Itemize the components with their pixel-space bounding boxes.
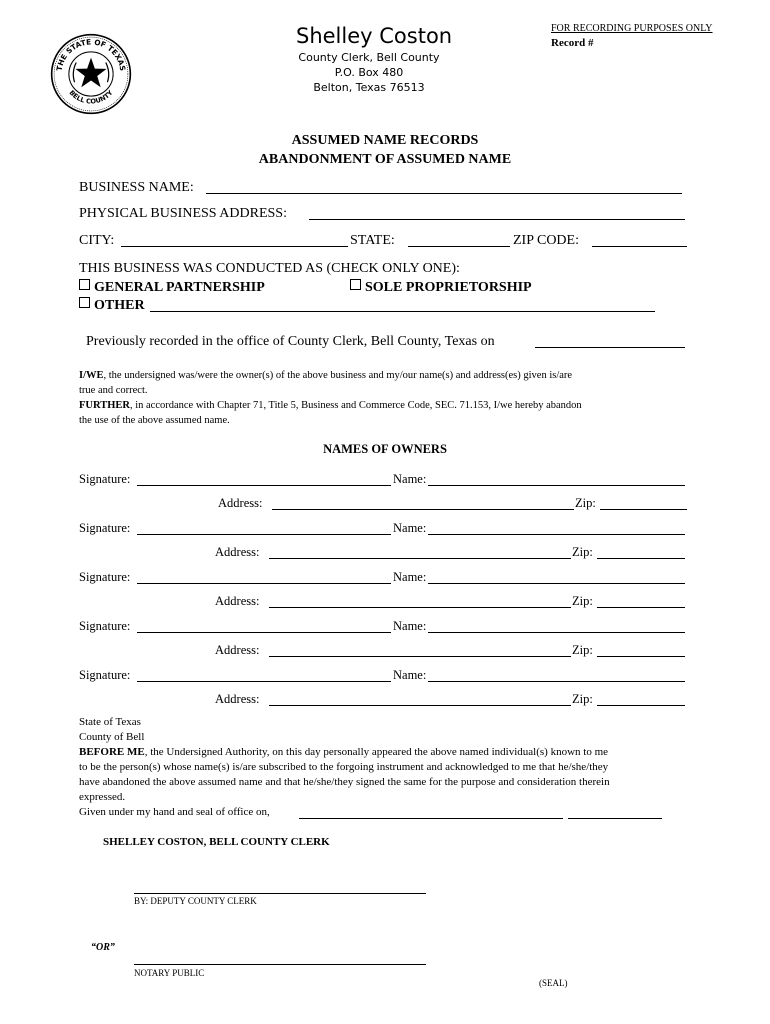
owner-3-name-label: Name:	[393, 570, 427, 584]
iwe-statement	[79, 370, 572, 381]
owner-2-signature-field[interactable]	[137, 534, 391, 535]
owner-3-name-field[interactable]	[428, 583, 685, 584]
owner-3-zip-label: Zip:	[572, 594, 593, 608]
zip-code-label: ZIP CODE:	[513, 233, 579, 248]
sole-proprietorship-option[interactable]	[350, 279, 532, 296]
owner-1-name-field[interactable]	[428, 485, 685, 486]
deputy-clerk-label: BY: DEPUTY COUNTY CLERK	[134, 896, 257, 906]
owner-1-name-label: Name:	[393, 472, 427, 486]
seal-bottom-text: BELL COUNTY	[67, 88, 115, 106]
owner-4-name-field[interactable]	[428, 632, 685, 633]
ack-line-2: to be the person(s) whose name(s) is/are subscribed to the forgoing instrument and acknowledged to me that he/she/they	[79, 761, 609, 773]
record-number-label: Record #	[551, 37, 594, 49]
ack-state: State of Texas	[79, 716, 141, 728]
owner-5-name-label: Name:	[393, 668, 427, 682]
sole-proprietorship-checkbox[interactable]	[350, 279, 361, 290]
owner-5-signature-label: Signature:	[79, 668, 131, 682]
owners-heading: NAMES OF OWNERS	[323, 442, 447, 456]
form-title: ASSUMED NAME RECORDS	[291, 133, 479, 148]
ack-before-rest: , the Undersigned Authority, on this day personally appeared the above named individual(s) known to me	[144, 746, 609, 758]
owner-4-signature-field[interactable]	[137, 632, 391, 633]
county-seal-logo	[50, 33, 132, 115]
sole-proprietorship-label: SOLE PROPRIETORSHIP	[365, 280, 532, 295]
further-statement	[79, 400, 582, 411]
owner-2-zip-label: Zip:	[572, 545, 593, 559]
owner-2-name-label: Name:	[393, 521, 427, 535]
general-partnership-checkbox[interactable]	[79, 279, 90, 290]
owner-4-address-field[interactable]	[269, 656, 571, 657]
owner-3-address-label: Address:	[215, 594, 260, 608]
recording-purposes-label: FOR RECORDING PURPOSES ONLY	[551, 23, 713, 34]
clerk-name: Shelley Coston	[296, 24, 453, 48]
other-option[interactable]	[79, 297, 145, 314]
owner-4-zip-label: Zip:	[572, 643, 593, 657]
seal-top-text: THE STATE OF TEXAS	[54, 37, 128, 72]
clerk-po-box: P.O. Box 480	[334, 66, 404, 79]
owner-3-zip-field[interactable]	[597, 607, 685, 608]
owner-5-signature-field[interactable]	[137, 681, 391, 682]
owner-1-signature-field[interactable]	[137, 485, 391, 486]
ack-before-me	[79, 746, 608, 758]
owner-4-name-label: Name:	[393, 619, 427, 633]
owner-5-name-field[interactable]	[428, 681, 685, 682]
other-field[interactable]	[150, 311, 655, 312]
ack-county: County of Bell	[79, 731, 145, 743]
business-name-label: BUSINESS NAME:	[79, 180, 194, 195]
owner-2-name-field[interactable]	[428, 534, 685, 535]
further-bold: FURTHER	[79, 400, 130, 411]
physical-address-field[interactable]	[309, 219, 685, 220]
previously-recorded-text: Previously recorded in the office of County Clerk, Bell County, Texas on	[86, 334, 495, 349]
other-checkbox[interactable]	[79, 297, 90, 308]
general-partnership-label: GENERAL PARTNERSHIP	[94, 280, 265, 295]
other-label: OTHER	[94, 298, 145, 313]
owner-2-signature-label: Signature:	[79, 521, 131, 535]
further-statement-line2: the use of the above assumed name.	[79, 415, 230, 426]
ack-date-field[interactable]	[299, 818, 563, 819]
ack-before-bold: BEFORE ME	[79, 746, 145, 758]
owner-3-signature-label: Signature:	[79, 570, 131, 584]
owner-5-zip-field[interactable]	[597, 705, 685, 706]
clerk-city-line: Belton, Texas 76513	[313, 81, 425, 94]
city-label: CITY:	[79, 233, 115, 248]
state-label: STATE:	[350, 233, 395, 248]
physical-address-label: PHYSICAL BUSINESS ADDRESS:	[79, 206, 287, 221]
clerk-signature-name: SHELLEY COSTON, BELL COUNTY CLERK	[103, 836, 330, 848]
owner-4-zip-field[interactable]	[597, 656, 685, 657]
state-field[interactable]	[408, 246, 510, 247]
owner-2-address-field[interactable]	[269, 558, 571, 559]
owner-1-zip-label: Zip:	[575, 496, 596, 510]
iwe-statement-line2: true and correct.	[79, 385, 148, 396]
owner-5-zip-label: Zip:	[572, 692, 593, 706]
or-label: “OR”	[91, 942, 115, 953]
conducted-as-prompt: THIS BUSINESS WAS CONDUCTED AS (CHECK ONLY ONE):	[79, 261, 460, 276]
previously-recorded-date-field[interactable]	[535, 347, 685, 348]
owner-5-address-label: Address:	[215, 692, 260, 706]
ack-line-4: expressed.	[79, 791, 126, 803]
svg-text:BELL COUNTY	[67, 89, 114, 106]
iwe-rest: , the undersigned was/were the owner(s) of the above business and my/our name(s) and address(es) given is/are	[103, 370, 573, 381]
owner-1-zip-field[interactable]	[600, 509, 687, 510]
clerk-title: County Clerk, Bell County	[298, 51, 440, 64]
owner-3-address-field[interactable]	[269, 607, 571, 608]
seal-label: (SEAL)	[539, 978, 568, 988]
owner-2-zip-field[interactable]	[597, 558, 685, 559]
zip-code-field[interactable]	[592, 246, 687, 247]
owner-5-address-field[interactable]	[269, 705, 571, 706]
owner-1-address-label: Address:	[218, 496, 263, 510]
owner-4-signature-label: Signature:	[79, 619, 131, 633]
ack-given: Given under my hand and seal of office on,	[79, 806, 270, 818]
ack-year-field[interactable]	[568, 818, 662, 819]
owner-1-address-field[interactable]	[272, 509, 574, 510]
owner-2-address-label: Address:	[215, 545, 260, 559]
city-field[interactable]	[121, 246, 348, 247]
owner-1-signature-label: Signature:	[79, 472, 131, 486]
further-rest: , in accordance with Chapter 71, Title 5, Business and Commerce Code, SEC. 71.153, I/we hereby abandon	[129, 400, 582, 411]
notary-signature-line[interactable]	[134, 964, 426, 965]
deputy-signature-line[interactable]	[134, 893, 426, 894]
notary-public-label: NOTARY PUBLIC	[134, 968, 205, 978]
owner-3-signature-field[interactable]	[137, 583, 391, 584]
ack-line-3: have abandoned the above assumed name and that he/she/they signed the same for the purpose and consideration therein	[79, 776, 610, 788]
owner-4-address-label: Address:	[215, 643, 260, 657]
form-subtitle: ABANDONMENT OF ASSUMED NAME	[258, 152, 512, 167]
general-partnership-option[interactable]	[79, 279, 265, 296]
business-name-field[interactable]	[206, 193, 682, 194]
iwe-bold: I/WE	[79, 370, 104, 381]
